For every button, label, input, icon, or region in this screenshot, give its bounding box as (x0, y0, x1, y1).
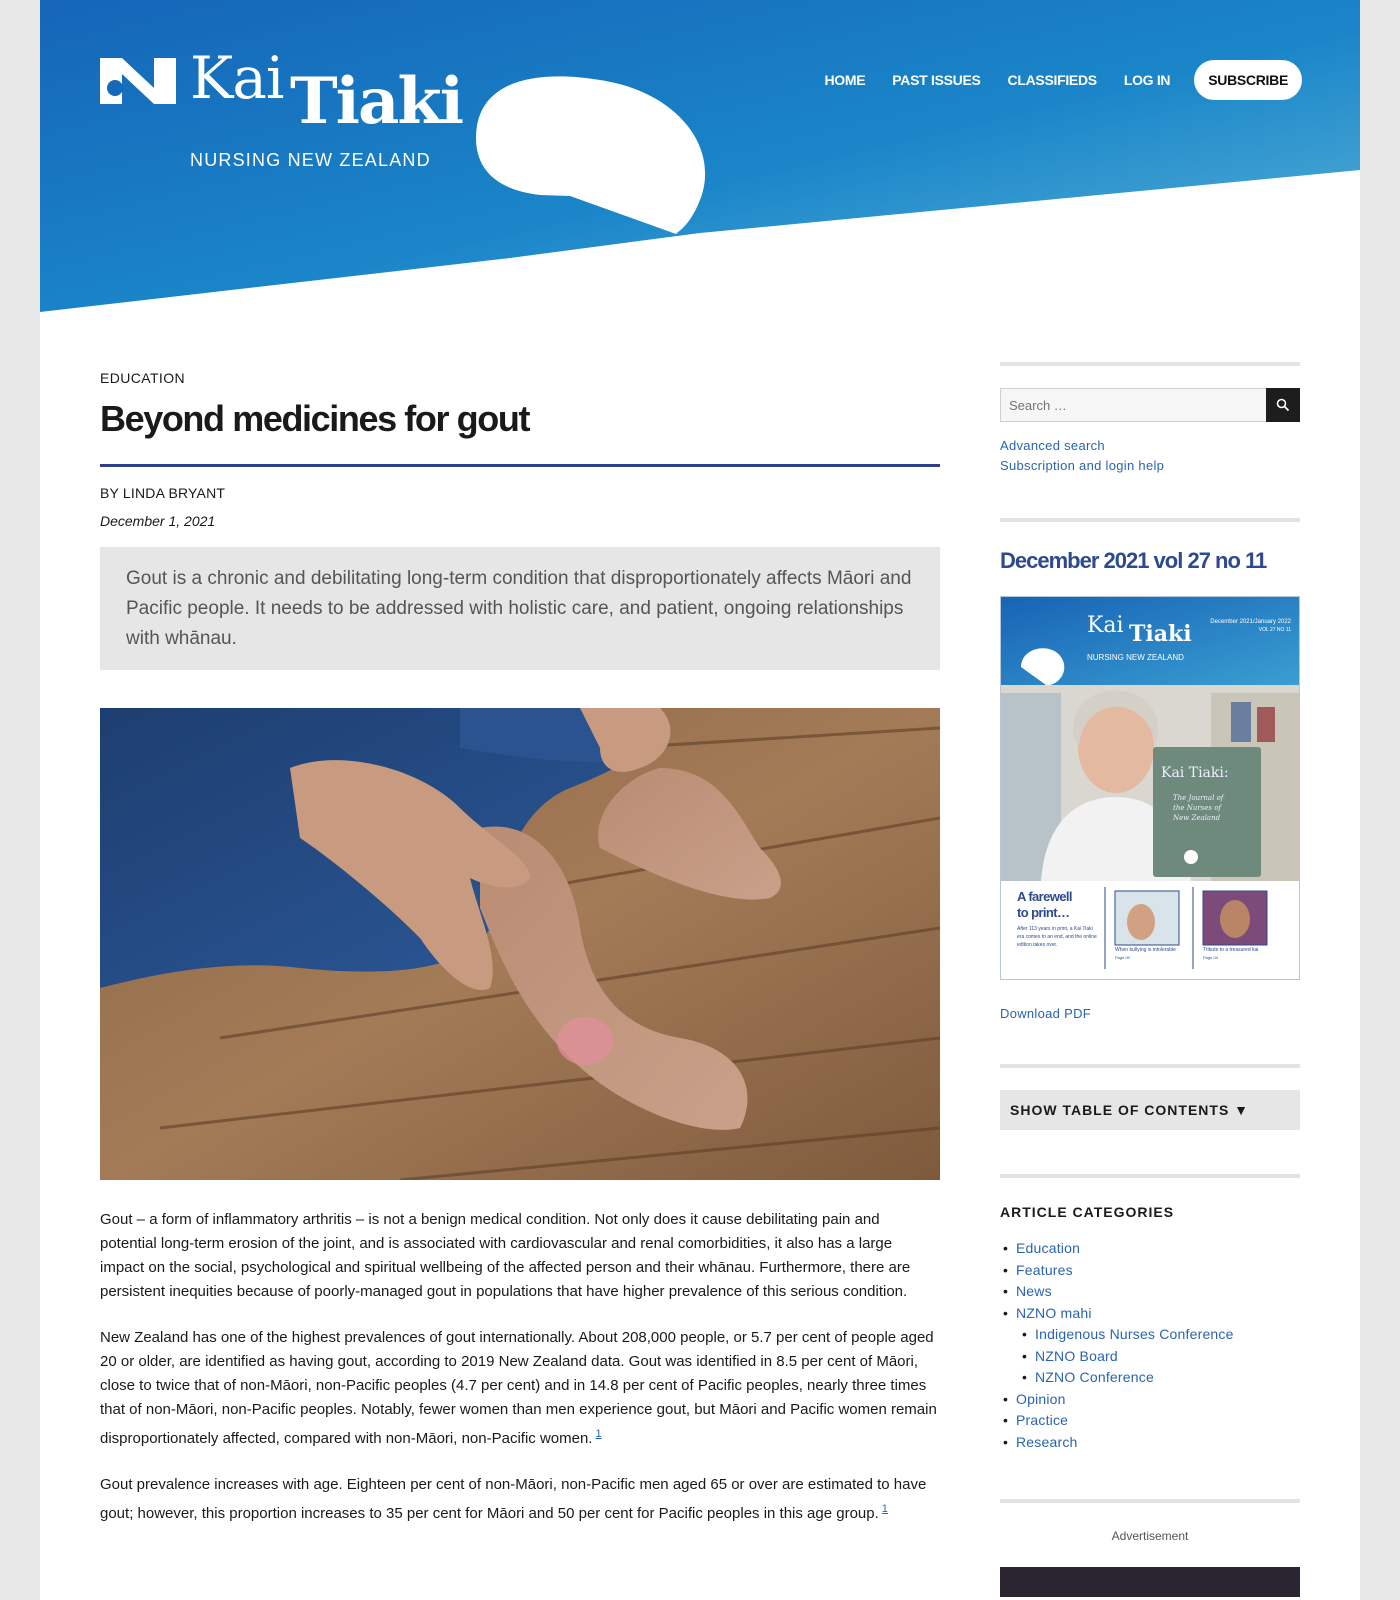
title-divider (100, 464, 940, 467)
sidebar (1000, 362, 1300, 1597)
advertisement-banner[interactable] (1000, 1567, 1300, 1597)
paragraph-3-text: Gout prevalence increases with age. Eighteen per cent of non-Māori, non-Pacific men aged 65 or over are estimated to have gout; however, this proportion increases to 35 per cent for Māori and 50 per cent for Pacific peoples in this age group. (100, 1476, 927, 1522)
issue-cover[interactable] (1000, 596, 1300, 980)
cover-headline-body: After 113 years in print, a Kai Tiaki era comes to an end, and the online edition takes over. (1017, 926, 1097, 948)
sidebar-divider (1000, 518, 1300, 522)
cover-thumb-1-caption: When bullying is intolerable (1115, 947, 1176, 953)
cover-thumb-2-page: Page 04 (1203, 955, 1218, 960)
article-category[interactable]: EDUCATION (100, 370, 186, 386)
category-research[interactable]: Research (1016, 1433, 1078, 1450)
footnote-link[interactable]: 1 (595, 1428, 602, 1440)
page (40, 0, 1360, 1600)
category-item (1016, 1303, 1300, 1389)
hero-image (100, 708, 940, 1180)
search-icon (1276, 398, 1290, 412)
search-form (1000, 388, 1300, 422)
nav-classifieds[interactable]: CLASSIFIEDS (1007, 72, 1097, 88)
logo-tagline: NURSING NEW ZEALAND (190, 150, 431, 170)
article-intro: Gout is a chronic and debilitating long-term condition that disproportionately affects Māori and Pacific people. It needs to be addressed with holistic care, and patient, ongoing relationships with whānau. (100, 547, 940, 670)
advertisement-label: Advertisement (1111, 1529, 1189, 1543)
sidebar-divider (1000, 362, 1300, 366)
cover-brand-tiaki: Tiaki (1129, 621, 1192, 647)
search-button[interactable] (1266, 388, 1300, 422)
download-pdf-link[interactable]: Download PDF (1000, 1006, 1092, 1021)
category-opinion[interactable]: Opinion (1016, 1390, 1066, 1407)
category-practice[interactable]: Practice (1016, 1412, 1069, 1428)
category-nzno-conference[interactable]: NZNO Conference (1035, 1369, 1154, 1385)
category-item (1016, 1238, 1300, 1260)
category-item (1016, 1432, 1300, 1454)
nav-log-in[interactable]: LOG IN (1123, 72, 1171, 88)
cover-thumb-2-caption: Tribute to a treasured kai (1203, 947, 1259, 953)
article-title: Beyond medicines for gout (100, 398, 530, 439)
sidebar-divider (1000, 1064, 1300, 1068)
article-date: December 1, 2021 (100, 513, 216, 529)
footnote-link[interactable]: 1 (881, 1503, 888, 1515)
subcategory-item (1035, 1346, 1300, 1368)
article-paragraph-2 (100, 1326, 940, 1451)
show-table-of-contents-button[interactable]: SHOW TABLE OF CONTENTS ▼ (1000, 1090, 1300, 1130)
subcategory-item (1035, 1367, 1300, 1389)
subcategory-list (1016, 1324, 1300, 1389)
cover-brand-sub: NURSING NEW ZEALAND (1087, 653, 1184, 662)
cover-vol-line: VOL 27 NO 11 (1258, 627, 1291, 633)
paragraph-1-text: Gout – a form of inflammatory arthritis – is not a benign medical condition. Not only does it cause debilitating pain and potential long-term erosion of the joint, and is associated with cardiovascular and renal comorbidities, it also has a large impact on the social, psychological and spiritual wellbeing of the affected person and their whānau. Furthermore, there are persistent inequities because of poorly-managed gout in populations that have higher prevalence of this serious condition. (100, 1211, 911, 1300)
category-nzno-mahi[interactable]: NZNO mahi (1016, 1304, 1092, 1321)
category-education[interactable]: Education (1016, 1240, 1081, 1256)
subcategory-item (1035, 1324, 1300, 1346)
cover-date-line: December 2021/January 2022 (1210, 619, 1291, 625)
cover-headline-2: to print… (1017, 905, 1070, 920)
search-input[interactable] (1000, 388, 1266, 422)
article-byline: BY LINDA BRYANT (100, 485, 226, 501)
cover-book-sub: The Journal of the Nurses of New Zealand (1173, 794, 1224, 822)
article-paragraph-3 (100, 1473, 940, 1526)
current-issue-title[interactable]: December 2021 vol 27 no 11 (1000, 548, 1267, 573)
cover-headline-1: A farewell (1017, 889, 1072, 904)
advanced-search-link[interactable]: Advanced search (1000, 438, 1105, 453)
masthead (40, 0, 1360, 320)
category-news[interactable]: News (1016, 1283, 1052, 1299)
article-paragraph-1 (100, 1208, 940, 1304)
cover-book-title: Kai Tiaki: (1161, 765, 1229, 781)
sidebar-divider (1000, 1499, 1300, 1503)
subscription-help-link[interactable]: Subscription and login help (1000, 458, 1165, 473)
cover-brand-kai: Kai (1087, 613, 1124, 638)
top-navigation (797, 60, 1302, 100)
category-item (1016, 1260, 1300, 1282)
category-features[interactable]: Features (1016, 1261, 1073, 1278)
category-list (1000, 1238, 1300, 1453)
category-indigenous-nurses-conference[interactable]: Indigenous Nurses Conference (1035, 1326, 1234, 1342)
category-item (1016, 1410, 1300, 1432)
category-item (1016, 1389, 1300, 1411)
category-item (1016, 1281, 1300, 1303)
site-logo[interactable] (100, 44, 463, 178)
nav-home[interactable]: HOME (824, 72, 866, 88)
cover-thumb-1-page: Page 00 (1115, 955, 1130, 960)
logo-tiaki-text: Tiaki (290, 64, 463, 139)
logo-mark-icon (100, 58, 176, 104)
nav-past-issues[interactable]: PAST ISSUES (892, 72, 981, 88)
subscribe-button[interactable]: SUBSCRIBE (1194, 60, 1302, 100)
article-categories-heading: ARTICLE CATEGORIES (1000, 1204, 1175, 1220)
paragraph-2-text: New Zealand has one of the highest prevalences of gout internationally. About 208,000 people, or 5.7 per cent of people aged 20 or older, are identified as having gout, according to 2019 New Zealand data. Gout was identified in 8.5 per cent of Māori, close to twice that of non-Māori, non-Pacific peoples (4.7 per cent) and in 14.8 per cent of Pacific peoples, nearly three times that of non-Māori, non-Pacific peoples. Notably, fewer women than men experience gout, but Māori and Pacific women remain disproportionately affected, compared with non-Māori, non-Pacific women. (100, 1329, 937, 1447)
logo-kai-text: Kai (190, 44, 284, 112)
category-nzno-board[interactable]: NZNO Board (1035, 1347, 1118, 1364)
article (100, 370, 940, 1526)
sidebar-divider (1000, 1174, 1300, 1178)
